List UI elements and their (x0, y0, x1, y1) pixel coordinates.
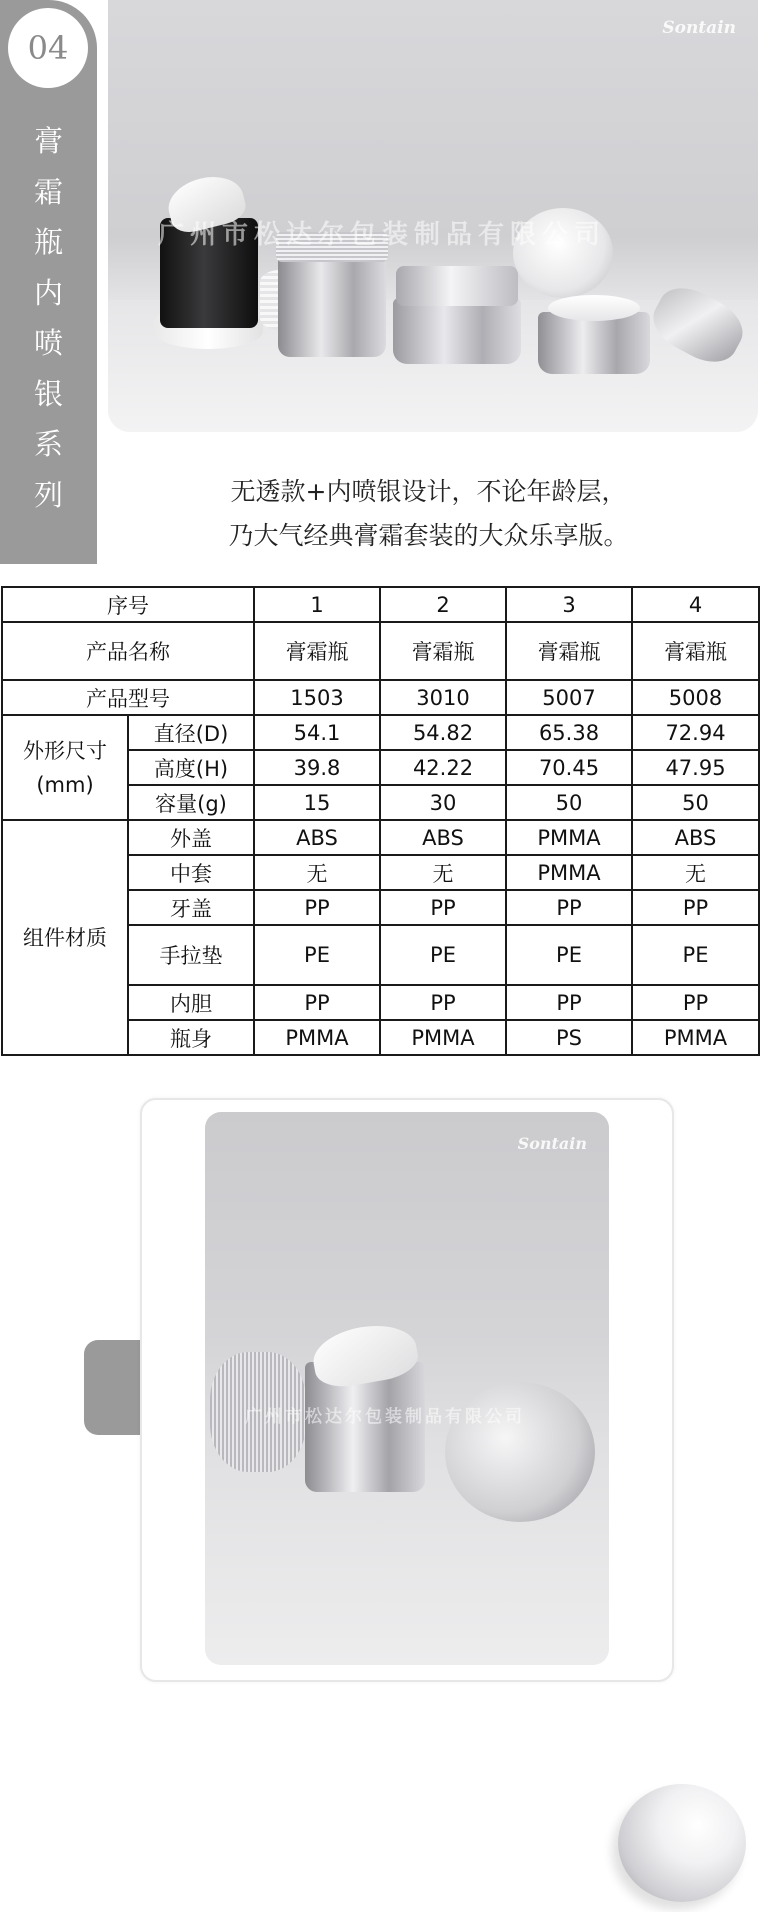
table-cell: PMMA (380, 1020, 506, 1055)
section-title-char: 内 (33, 275, 63, 310)
row-label: 直径(D) (128, 715, 254, 750)
table-cell: ABS (380, 820, 506, 855)
table-cell: PMMA (506, 855, 632, 890)
row-label: 中套 (128, 855, 254, 890)
header-col: 2 (380, 587, 506, 622)
card-side-tab (84, 1340, 142, 1435)
watermark-company: 广州市松达尔包装制品有限公司 (158, 220, 607, 250)
row-label: 外盖 (128, 820, 254, 855)
table-cell: 47.95 (632, 750, 759, 785)
group-label-line: 外形尺寸 (23, 738, 107, 763)
product-tagline (97, 470, 760, 558)
row-label: 内胆 (128, 985, 254, 1020)
row-label: 产品型号 (2, 680, 254, 715)
table-cell: PMMA (506, 820, 632, 855)
jar-inner-pad (548, 295, 640, 321)
table-cell: PP (506, 890, 632, 925)
header-col: 4 (632, 587, 759, 622)
table-cell: PE (632, 925, 759, 985)
table-cell: 42.22 (380, 750, 506, 785)
watermark-company: 广州市松达尔包装制品有限公司 (245, 1407, 525, 1427)
watermark-logo: Sontain (662, 18, 736, 38)
table-cell: PS (506, 1020, 632, 1055)
table-cell: 54.1 (254, 715, 380, 750)
section-title-char: 膏 (33, 124, 63, 158)
table-cell: PP (632, 985, 759, 1020)
section-title-char: 银 (33, 376, 63, 411)
section-title-char: 瓶 (33, 225, 63, 259)
watermark-logo: Sontain (517, 1134, 587, 1153)
table-row (2, 715, 759, 750)
table-cell: PP (380, 985, 506, 1020)
section-title-char: 列 (33, 477, 63, 512)
table-cell: 膏霜瓶 (380, 622, 506, 680)
table-row (2, 622, 759, 680)
group-label-dimensions (2, 715, 128, 820)
header-col: 1 (254, 587, 380, 622)
table-cell: 30 (380, 785, 506, 820)
table-cell: 39.8 (254, 750, 380, 785)
section-title-char: 霜 (33, 174, 63, 209)
table-cell: PMMA (254, 1020, 380, 1055)
decorative-sphere (618, 1784, 746, 1902)
table-cell: 72.94 (632, 715, 759, 750)
table-cell: PP (254, 985, 380, 1020)
table-cell: 5008 (632, 680, 759, 715)
hero-product-photo (108, 0, 758, 432)
table-cell: 膏霜瓶 (254, 622, 380, 680)
table-cell: 无 (632, 855, 759, 890)
row-label: 高度(H) (128, 750, 254, 785)
table-cell: 膏霜瓶 (632, 622, 759, 680)
group-label-materials: 组件材质 (2, 820, 128, 1055)
table-cell: PE (380, 925, 506, 985)
table-cell: PE (254, 925, 380, 985)
table-row (2, 587, 759, 622)
table-cell: 5007 (506, 680, 632, 715)
table-cell: 1503 (254, 680, 380, 715)
tagline-line-2: 乃大气经典膏霜套装的大众乐享版。 (228, 521, 629, 550)
table-cell: PP (380, 890, 506, 925)
table-cell: 无 (380, 855, 506, 890)
section-side-band (0, 0, 97, 564)
row-label: 瓶身 (128, 1020, 254, 1055)
table-cell: 15 (254, 785, 380, 820)
table-row (2, 680, 759, 715)
row-label: 手拉垫 (128, 925, 254, 985)
spec-table (1, 586, 760, 1056)
section-title-char: 系 (33, 427, 63, 461)
section-title-vertical (0, 116, 97, 520)
group-label-line: (mm) (36, 772, 94, 797)
table-cell: PE (506, 925, 632, 985)
table-cell: 50 (632, 785, 759, 820)
table-cell: ABS (632, 820, 759, 855)
table-cell: 无 (254, 855, 380, 890)
table-cell: ABS (254, 820, 380, 855)
table-cell: PP (506, 985, 632, 1020)
row-label: 牙盖 (128, 890, 254, 925)
table-cell: 50 (506, 785, 632, 820)
section-title-char: 喷 (33, 326, 63, 360)
row-label: 产品名称 (2, 622, 254, 680)
table-cell: PP (254, 890, 380, 925)
header-col: 3 (506, 587, 632, 622)
jar-silver-small (538, 312, 650, 374)
table-cell: PP (632, 890, 759, 925)
table-row (2, 820, 759, 855)
table-cell: 54.82 (380, 715, 506, 750)
jar-silver-wide (393, 298, 521, 364)
table-cell: PMMA (632, 1020, 759, 1055)
detail-product-photo (205, 1112, 609, 1665)
table-cell: 膏霜瓶 (506, 622, 632, 680)
table-cell: 70.45 (506, 750, 632, 785)
table-cell: 3010 (380, 680, 506, 715)
section-number-badge: 04 (8, 8, 88, 88)
table-cell: 65.38 (506, 715, 632, 750)
header-label: 序号 (2, 587, 254, 622)
tagline-line-1: 无透款+内喷银设计，不论年龄层， (230, 477, 627, 506)
row-label: 容量(g) (128, 785, 254, 820)
jar-lid-silver (396, 266, 518, 306)
